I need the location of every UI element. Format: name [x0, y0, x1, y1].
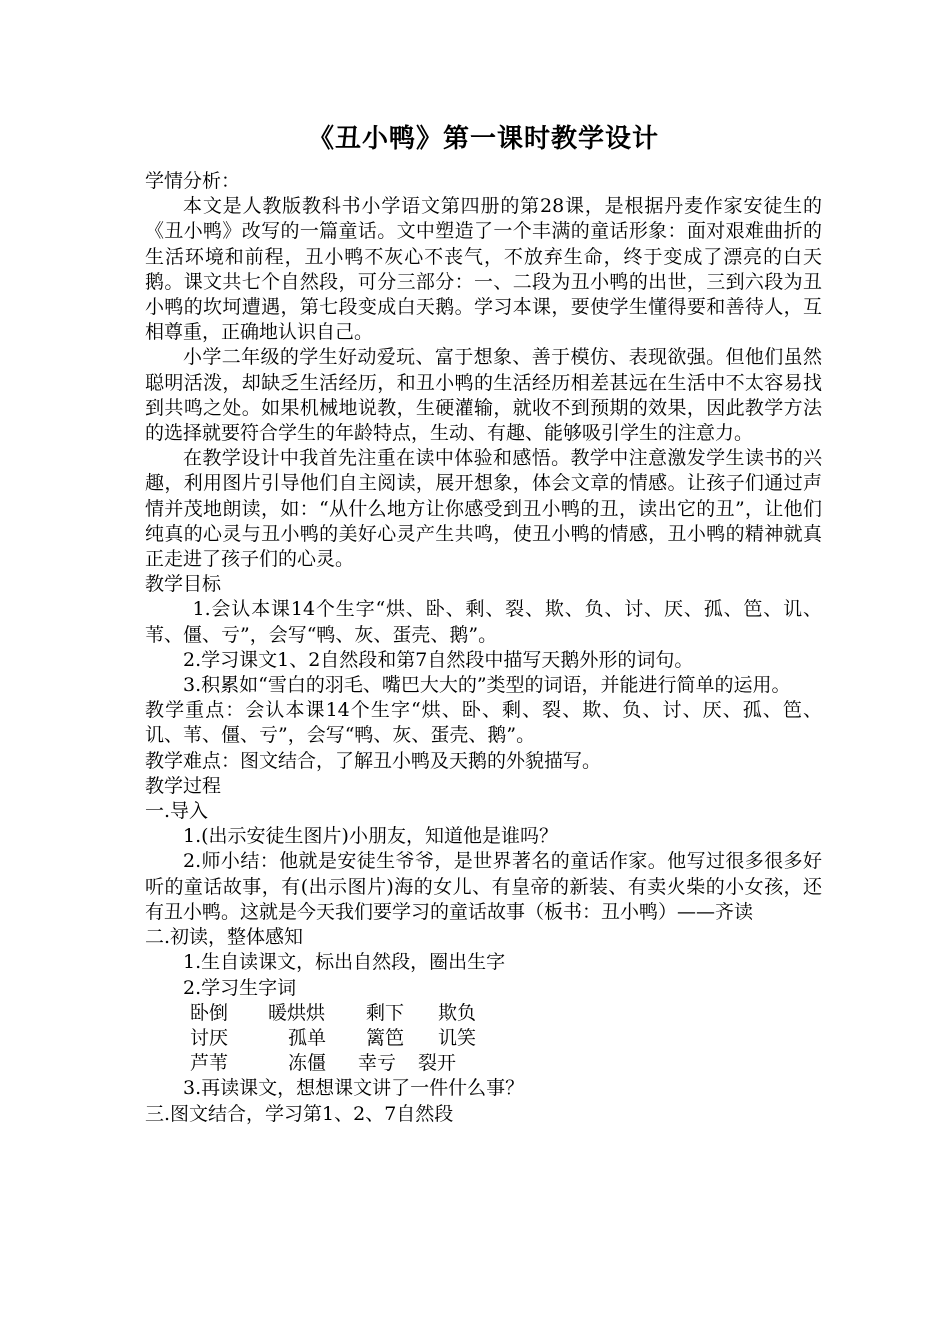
vocab-word: 冻僵: [288, 1052, 327, 1075]
vocab-word: 暖烘烘: [268, 1001, 326, 1024]
goal-item-3: 3.积累如“雪白的羽毛、嘴巴大大的”类型的词语，并能进行简单的运用。: [183, 674, 791, 697]
vocab-word: 芦苇: [190, 1052, 229, 1075]
section-heading-process: 教学过程: [145, 774, 222, 797]
section-heading-goals: 教学目标: [145, 573, 222, 596]
analysis-paragraph-1: 本文是人教版教科书小学语文第四册的第28课，是根据丹麦作家安徒生的《丑小鸭》改写的一篇童话。文中塑造了一个丰满的童话形象：面对艰难曲折的生活环境和前程，丑小鸭不灰心不丧气，不放弃生命，终于变成了漂亮的白天鹅。课文共七个自然段，可分三部分：一、二段为丑小鸭的出世，三到六段为丑小鸭的坎坷遭遇，第七段变成白天鹅。学习本课，要使学生懂得要和善待人，互相尊重，正确地认识自己。: [145, 195, 822, 344]
step-1-item-1: 1.(出示安徒生图片)小朋友，知道他是谁吗？: [183, 825, 558, 848]
vocab-word: 讨厌: [190, 1026, 229, 1049]
step-2-title: 二.初读，整体感知: [145, 926, 304, 949]
vocab-row: [145, 1051, 822, 1076]
goal-item-1: 1.会认本课14个生字“烘、卧、剩、裂、欺、负、讨、厌、孤、笆、讥、苇、僵、亏”，会写“鸭、灰、蛋壳、鹅”。: [145, 598, 822, 646]
vocab-word: 卧倒: [190, 1001, 229, 1024]
step-1-item-2: 2.师小结：他就是安徒生爷爷，是世界著名的童话作家。他写过很多很多好听的童话故事，有(出示图片)海的女儿、有皇帝的新装、有卖火柴的小女孩，还有丑小鸭。这就是今天我们要学习的童话故事（板书：丑小鸭）——齐读: [145, 850, 822, 923]
vocab-table: [145, 1001, 822, 1077]
vocab-word: 欺负: [438, 1001, 477, 1024]
vocab-word: 幸亏: [358, 1052, 397, 1075]
vocab-row: [145, 1026, 822, 1051]
key-point: 教学重点：会认本课14个生字“烘、卧、剩、裂、欺、负、讨、厌、孤、笆、讥、苇、僵、亏”，会写“鸭、灰、蛋壳、鹅”。: [145, 699, 822, 747]
step-2-item-3: 3.再读课文，想想课文讲了一件什么事？: [183, 1077, 525, 1100]
vocab-word: 孤单: [288, 1026, 327, 1049]
step-2-item-1: 1.生自读课文，标出自然段，圈出生字: [183, 951, 506, 974]
difficulty-point: 教学难点：图文结合，了解丑小鸭及天鹅的外貌描写。: [145, 749, 602, 772]
document-title: 《丑小鸭》第一课时教学设计: [307, 124, 659, 154]
vocab-word: 裂开: [418, 1052, 457, 1075]
analysis-paragraph-2: 小学二年级的学生好动爱玩、富于想象、善于模仿、表现欲强。但他们虽然聪明活泼，却缺乏生活经历，和丑小鸭的生活经历相差甚远在生活中不太容易找到共鸣之处。如果机械地说教，生硬灌输，就收不到预期的效果，因此教学方法的选择就要符合学生的年龄特点，生动、有趣、能够吸引学生的注意力。: [145, 346, 822, 445]
section-heading-analysis: 学情分析：: [145, 170, 241, 192]
step-2-item-2: 2.学习生字词: [183, 976, 297, 999]
step-3-title: 三.图文结合，学习第1、2、7自然段: [145, 1102, 454, 1125]
analysis-paragraph-3: 在教学设计中我首先注重在读中体验和感悟。教学中注意激发学生读书的兴趣，利用图片引导他们自主阅读，展开想象，体会文章的情感。让孩子们通过声情并茂地朗读，如：“从什么地方让你感受到丑小鸭的丑，读出它的丑”，让他们纯真的心灵与丑小鸭的美好心灵产生共鸣，使丑小鸭的情感，丑小鸭的精神就真正走进了孩子们的心灵。: [145, 447, 822, 571]
vocab-word: 篱笆: [366, 1026, 405, 1049]
vocab-word: 讥笑: [438, 1026, 477, 1049]
vocab-row: [145, 1001, 822, 1026]
step-1-title: 一.导入: [145, 800, 209, 823]
vocab-word: 剩下: [366, 1001, 405, 1024]
goal-item-2: 2.学习课文1、2自然段和第7自然段中描写天鹅外形的词句。: [183, 648, 694, 671]
